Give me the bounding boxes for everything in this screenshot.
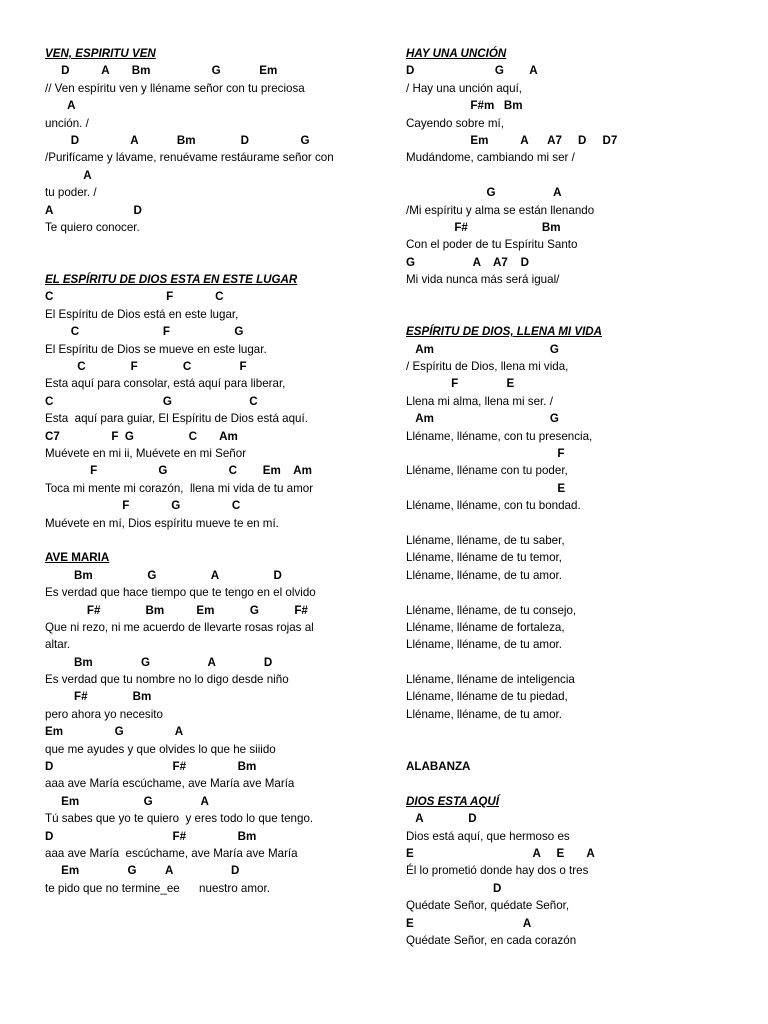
lyric-line: unción. /: [45, 116, 89, 130]
blank-line: [406, 167, 746, 184]
blank-line: [406, 515, 746, 532]
lyric-line: /Purifícame y lávame, renuévame restáurame señor con: [45, 151, 334, 165]
lyric-line: Él lo prometió donde hay dos o tres: [406, 864, 589, 878]
chord-line: Bm G A D: [45, 655, 273, 669]
chord-line: Am G: [406, 342, 559, 356]
song-title: EL ESPÍRITU DE DIOS ESTA EN ESTE LUGAR: [45, 273, 298, 287]
lyric-line: Llena mi alma, llena mi ser. /: [406, 394, 553, 408]
chord-line: F# Bm Em G F#: [45, 603, 308, 617]
chord-line: D A Bm D G: [45, 133, 310, 147]
lyric-line: Muévete en mi ii, Muévete en mi Señor: [45, 446, 247, 460]
lyric-line: Esta aquí para consolar, está aquí para liberar,: [45, 377, 286, 391]
chord-line: C G C: [45, 394, 258, 408]
lyric-line: Es verdad que tu nombre no lo digo desde niño: [45, 673, 289, 687]
song-title: AVE MARIA: [45, 551, 110, 565]
lyric-line: Muévete en mí, Dios espíritu mueve te en mí.: [45, 516, 279, 530]
lyric-line: Esta aquí para guiar, El Espíritu de Dios está aquí.: [45, 412, 308, 426]
chord-line: C F C F: [45, 360, 247, 374]
chord-line: F G C Em Am: [45, 464, 312, 478]
lyric-line: te pido que no termine_ee nuestro amor.: [45, 881, 270, 895]
lyric-line: / Espíritu de Dios, llena mi vida,: [406, 360, 569, 374]
chord-line: A: [45, 168, 92, 182]
right-column: [406, 45, 746, 949]
blank-line: [406, 584, 746, 601]
lyric-line: Con el poder de tu Espíritu Santo: [406, 238, 578, 252]
chord-line: A D: [406, 812, 477, 826]
lyric-line: aaa ave María escúchame, ave María ave María: [45, 777, 295, 791]
chord-line: A: [45, 99, 76, 113]
chord-line: F G C: [45, 499, 241, 513]
lyric-line: Quédate Señor, quédate Señor,: [406, 899, 570, 913]
lyric-line: Mudándome, cambiando mi ser /: [406, 151, 575, 165]
lyric-line: Lléname, lléname de tu piedad,: [406, 690, 568, 704]
lyric-line: Lléname, lléname, de tu amor.: [406, 638, 562, 652]
chord-line: F# Bm: [406, 220, 561, 234]
chord-line: E A: [406, 916, 532, 930]
chord-line: G A A7 D: [406, 255, 530, 269]
lyric-line: Lléname, lléname, de tu amor.: [406, 707, 562, 721]
chord-line: G A: [406, 186, 562, 200]
blank-line: [45, 254, 385, 271]
lyric-line: Lléname, lléname, de tu consejo,: [406, 603, 577, 617]
song-title: HAY UNA UNCIÓN: [406, 47, 507, 60]
lyric-line: Toca mi mente mi corazón, llena mi vida de tu amor: [45, 481, 314, 495]
chord-line: Em G A: [45, 725, 184, 739]
lyric-line: / Hay una unción aquí,: [406, 81, 523, 95]
chord-line: F: [406, 446, 565, 460]
lyric-line: Dios está aquí, que hermoso es: [406, 829, 570, 843]
chord-line: C F C: [45, 290, 224, 304]
lyric-line: Lléname, lléname, de tu saber,: [406, 533, 565, 547]
chord-line: D F# Bm: [45, 760, 257, 774]
blank-line: [406, 306, 746, 323]
lyric-line: que me ayudes y que olvides lo que he siiido: [45, 742, 276, 756]
lyric-line: Lléname, lléname de fortaleza,: [406, 620, 565, 634]
chord-line: D: [406, 881, 502, 895]
lyric-line: Quédate Señor, en cada corazón: [406, 933, 577, 947]
lyric-line: Lléname, lléname de inteligencia: [406, 673, 575, 687]
lyric-line: Te quiero conocer.: [45, 220, 140, 234]
blank-line: [406, 775, 746, 792]
chord-line: E: [406, 481, 566, 495]
lyric-line: pero ahora yo necesito: [45, 707, 163, 721]
chord-line: Am G: [406, 412, 559, 426]
blank-line: [406, 723, 746, 740]
lyric-line: Lléname, lléname de tu temor,: [406, 551, 562, 565]
chord-line: Em A A7 D D7: [406, 133, 618, 147]
chord-line: F E: [406, 377, 515, 391]
chord-line: D A Bm G Em: [45, 64, 278, 78]
lyric-line: Lléname, lléname, de tu amor.: [406, 568, 562, 582]
song-title: DIOS ESTA AQUÍ: [406, 794, 499, 808]
lyric-line: Que ni rezo, ni me acuerdo de llevarte rosas rojas al: [45, 620, 314, 634]
lyric-line: El Espíritu de Dios está en este lugar,: [45, 307, 239, 321]
chord-line: D F# Bm: [45, 829, 257, 843]
lyric-line: /Mi espíritu y alma se están llenando: [406, 203, 595, 217]
lyric-line: tu poder. /: [45, 186, 97, 200]
song-title: VEN, ESPIRITU VEN: [45, 47, 156, 60]
chord-line: F#m Bm: [406, 99, 523, 113]
song-title: ESPÍRITU DE DIOS, LLENA MI VIDA: [406, 325, 603, 339]
chord-line: D G A: [406, 64, 538, 78]
chord-line: C F G: [45, 325, 244, 339]
lyric-line: // Ven espíritu ven y lléname señor con tu preciosa: [45, 81, 305, 95]
blank-line: [45, 236, 385, 253]
lyric-line: Tú sabes que yo te quiero y eres todo lo que tengo.: [45, 812, 314, 826]
lyric-line: El Espíritu de Dios se mueve en este lugar.: [45, 342, 267, 356]
blank-line: [406, 288, 746, 305]
chord-line: E A E A: [406, 846, 595, 860]
section-heading: ALABANZA: [406, 760, 471, 774]
lyric-line: aaa ave María escúchame, ave María ave María: [45, 846, 298, 860]
left-column: [45, 45, 385, 897]
chord-line: C7 F G C Am: [45, 429, 238, 443]
lyric-line: Mi vida nunca más será igual/: [406, 273, 560, 287]
lyric-line: Cayendo sobre mí,: [406, 116, 504, 130]
lyric-line: Es verdad que hace tiempo que te tengo en el olvido: [45, 586, 316, 600]
chord-line: Em G A D: [45, 864, 240, 878]
chord-line: Em G A: [45, 794, 209, 808]
blank-line: [406, 741, 746, 758]
blank-line: [45, 532, 385, 549]
chord-line: F# Bm: [45, 690, 152, 704]
chord-line: Bm G A D: [45, 568, 282, 582]
lyric-line: Lléname, lléname con tu poder,: [406, 464, 568, 478]
lyric-line: Lléname, lléname, con tu bondad.: [406, 499, 581, 513]
chord-line: A D: [45, 203, 142, 217]
blank-line: [406, 654, 746, 671]
lyric-line: altar.: [45, 638, 71, 652]
lyric-line: Lléname, lléname, con tu presencia,: [406, 429, 593, 443]
